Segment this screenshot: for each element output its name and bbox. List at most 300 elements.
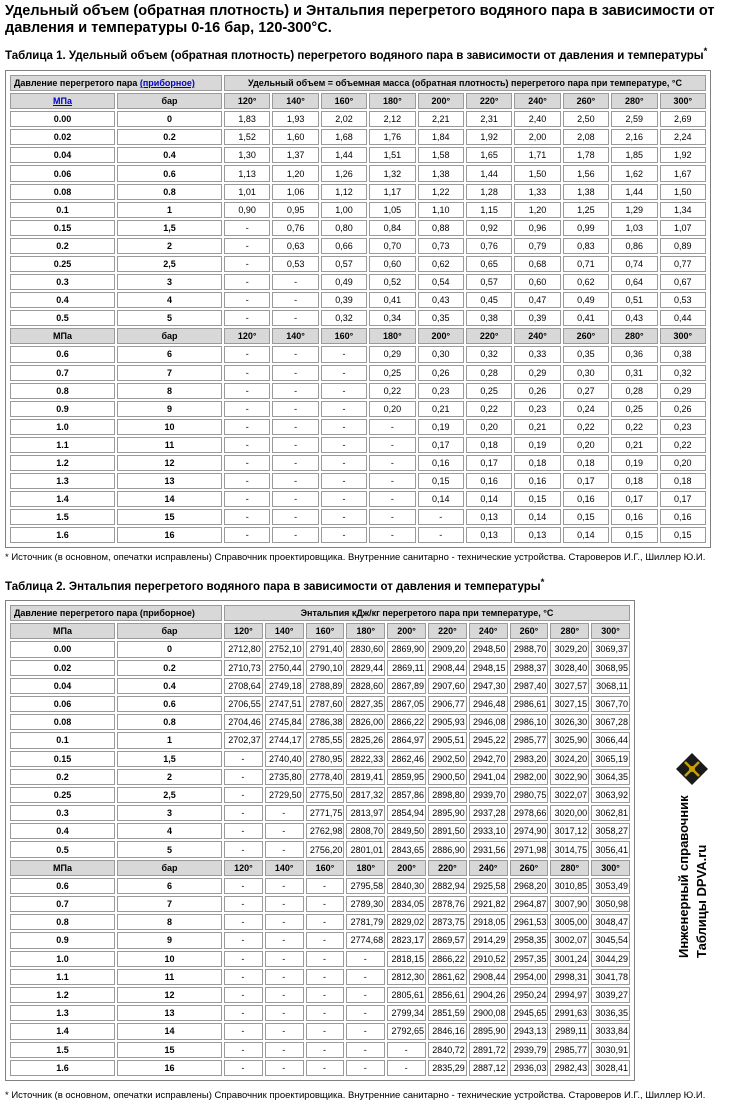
table2-row — [10, 787, 630, 803]
table1-value-cell: 0,39 — [321, 292, 367, 308]
table1-caption — [5, 45, 707, 63]
table1-pressure-bar: 6 — [117, 346, 222, 362]
table1-body — [10, 93, 706, 543]
table1-value-cell: 1,15 — [466, 202, 512, 218]
table1-value-cell: - — [321, 401, 367, 417]
table2-value-cell: 2946,08 — [469, 714, 508, 730]
table1-temp-header: 220° — [466, 328, 512, 344]
table2-value-cell: 2905,93 — [428, 714, 467, 730]
table2-unit-row — [10, 860, 630, 876]
table2-row — [10, 641, 630, 657]
table1-pressure-link[interactable]: (приборное) — [139, 78, 195, 89]
table2-value-cell: 2908,44 — [428, 660, 467, 676]
table2-row — [10, 805, 630, 821]
table2-value-cell: 2908,44 — [469, 969, 508, 985]
table2-value-cell: 2933,10 — [469, 823, 508, 839]
table2-value-cell: 2945,22 — [469, 732, 508, 748]
table2-value-cell: 3068,11 — [591, 678, 630, 694]
table2-value-cell: 2788,89 — [306, 678, 345, 694]
table1-value-cell: 0,13 — [514, 527, 560, 543]
table2-value-cell: 3064,35 — [591, 769, 630, 785]
table2-value-cell: - — [306, 951, 345, 967]
table2-value-cell: 2948,15 — [469, 660, 508, 676]
table2-value-cell: - — [224, 987, 263, 1003]
table1-value-cell: - — [321, 473, 367, 489]
table1-value-cell: 0,16 — [466, 473, 512, 489]
table1-value-cell: - — [224, 509, 270, 525]
table1-value-cell: 0,18 — [660, 473, 706, 489]
table1-value-cell: 0,25 — [611, 401, 657, 417]
table1-temp-header: 160° — [321, 93, 367, 109]
table1-value-cell: 0,66 — [321, 238, 367, 254]
table1-value-cell: 2,59 — [611, 111, 657, 127]
table2-value-cell: 2937,28 — [469, 805, 508, 821]
table2-pressure-mpa: 1.2 — [10, 987, 115, 1003]
table2-value-cell: 2823,17 — [387, 932, 426, 948]
table2-value-cell: 2729,50 — [265, 787, 304, 803]
table1-value-cell: - — [418, 527, 464, 543]
table1-value-cell: - — [224, 455, 270, 471]
table2-value-cell: - — [224, 932, 263, 948]
table2-value-cell: 2946,48 — [469, 696, 508, 712]
table1-value-cell: 0,41 — [369, 292, 415, 308]
table1-value-cell: 1,83 — [224, 111, 270, 127]
table2-value-cell: 2712,80 — [224, 641, 263, 657]
table1-value-cell: 2,31 — [466, 111, 512, 127]
table1-pressure-bar: 5 — [117, 310, 222, 326]
table2-value-cell: - — [224, 878, 263, 894]
table1-pressure-bar: 14 — [117, 491, 222, 507]
table2-value-cell: - — [265, 841, 304, 857]
table2-value-cell: 2835,29 — [428, 1060, 467, 1076]
table1-value-cell: 0,43 — [418, 292, 464, 308]
table2-temp-header: 240° — [469, 860, 508, 876]
table1-value-cell: - — [272, 491, 318, 507]
table2-value-cell: - — [346, 1060, 385, 1076]
table1-value-cell: 1,62 — [611, 165, 657, 181]
table1-value-cell: - — [224, 292, 270, 308]
table2-pressure-bar: 8 — [117, 914, 222, 930]
table1-value-cell: 0,25 — [369, 365, 415, 381]
table2-row — [10, 1023, 630, 1039]
table1-row — [10, 509, 706, 525]
table2-value-cell: - — [306, 969, 345, 985]
table1-value-cell: 0,16 — [514, 473, 560, 489]
table1-pressure-mpa: 0.7 — [10, 365, 115, 381]
table1-value-cell: 0,38 — [660, 346, 706, 362]
table1-value-cell: 0,47 — [514, 292, 560, 308]
table1-value-cell: 0,19 — [514, 437, 560, 453]
table2-temp-header: 260° — [510, 623, 549, 639]
table1-value-cell: 0,83 — [563, 238, 609, 254]
table2-value-cell: - — [224, 1023, 263, 1039]
table1-value-cell: 2,16 — [611, 129, 657, 145]
table1-row — [10, 292, 706, 308]
table1-value-cell: 1,00 — [321, 202, 367, 218]
table1-value-cell: - — [272, 310, 318, 326]
table2-pressure-link: (приборное) — [139, 608, 195, 619]
table2-value-cell: - — [346, 969, 385, 985]
table2-pressure-mpa: 0.6 — [10, 878, 115, 894]
table2-value-cell: 3033,84 — [591, 1023, 630, 1039]
table1-value-cell: 0,13 — [466, 509, 512, 525]
table1-value-cell: 0,53 — [660, 292, 706, 308]
table2-pressure-mpa: 0.7 — [10, 896, 115, 912]
table1-value-cell: 1,50 — [514, 165, 560, 181]
table1-value-cell: - — [321, 509, 367, 525]
table1-value-cell: 0,76 — [272, 220, 318, 236]
table1-temp-header: 180° — [369, 328, 415, 344]
table2-caption — [5, 576, 544, 594]
table2-temp-header: 300° — [591, 860, 630, 876]
table1-value-cell: - — [224, 310, 270, 326]
table1-temp-header: 300° — [660, 328, 706, 344]
table2-row — [10, 896, 630, 912]
table1-value-cell: 1,28 — [466, 184, 512, 200]
table2-value-cell: 2747,51 — [265, 696, 304, 712]
table1-value-cell: 1,26 — [321, 165, 367, 181]
table1-value-cell: 0,17 — [611, 491, 657, 507]
table2-value-cell: 2939,70 — [469, 787, 508, 803]
table2-pressure-bar: 11 — [117, 969, 222, 985]
table1-value-cell: 0,53 — [272, 256, 318, 272]
table2-value-cell: 2986,61 — [510, 696, 549, 712]
table2-pressure-mpa: 0.4 — [10, 823, 115, 839]
table2-pressure-mpa: 1.4 — [10, 1023, 115, 1039]
table2-value-cell: 3050,98 — [591, 896, 630, 912]
table2-pressure-bar: 7 — [117, 896, 222, 912]
table2-pressure-mpa: 1.6 — [10, 1060, 115, 1076]
table2-value-cell: 2902,50 — [428, 751, 467, 767]
table1-temp-header: 200° — [418, 93, 464, 109]
table2-value-cell: 2812,30 — [387, 969, 426, 985]
table2-row — [10, 696, 630, 712]
table1-value-cell: 1,22 — [418, 184, 464, 200]
table2-temp-header: 280° — [550, 623, 589, 639]
table2-pressure-mpa: 1.1 — [10, 969, 115, 985]
table1-value-cell: 1,44 — [611, 184, 657, 200]
table1-value-cell: 0,18 — [514, 455, 560, 471]
table2-value-cell: - — [224, 769, 263, 785]
table1-value-cell: - — [369, 437, 415, 453]
table1-value-cell: 1,68 — [321, 129, 367, 145]
table2-value-cell: 2819,41 — [346, 769, 385, 785]
table2-value-cell: 2774,68 — [346, 932, 385, 948]
table2-temp-header: 120° — [224, 623, 263, 639]
table2-value-cell: 2961,53 — [510, 914, 549, 930]
table2-unit-mpa: МПа — [10, 860, 115, 876]
table2-value-cell: 2867,89 — [387, 678, 426, 694]
table2-unit-row — [10, 623, 630, 639]
table2-value-cell: 2704,46 — [224, 714, 263, 730]
table1-pressure-bar: 12 — [117, 455, 222, 471]
table1-pressure-mpa: 0.04 — [10, 147, 115, 163]
table2-value-cell: 2958,35 — [510, 932, 549, 948]
table1-row — [10, 220, 706, 236]
table2-value-cell: - — [224, 1060, 263, 1076]
table1-value-cell: - — [224, 238, 270, 254]
table2-value-cell: 2925,58 — [469, 878, 508, 894]
table1-value-cell: 0,60 — [514, 274, 560, 290]
table2-value-cell: 2968,20 — [510, 878, 549, 894]
table2-value-cell: 2735,80 — [265, 769, 304, 785]
table1-row — [10, 383, 706, 399]
table1-pressure-mpa: 0.02 — [10, 129, 115, 145]
table2-value-cell: 3036,35 — [591, 1005, 630, 1021]
table1-value-cell: 1,25 — [563, 202, 609, 218]
table1-value-cell: 0,22 — [563, 419, 609, 435]
table2-value-cell: 3026,30 — [550, 714, 589, 730]
table1-row — [10, 202, 706, 218]
table2-pressure-bar: 0 — [117, 641, 222, 657]
table1-row — [10, 419, 706, 435]
table1-pressure-mpa: 0.06 — [10, 165, 115, 181]
table1-value-cell: 0,95 — [272, 202, 318, 218]
table2-value-cell: 2869,57 — [428, 932, 467, 948]
table2-value-cell: 2825,26 — [346, 732, 385, 748]
table2-value-cell: 3022,90 — [550, 769, 589, 785]
table2-pressure-bar: 16 — [117, 1060, 222, 1076]
table1-value-cell: 0,21 — [418, 401, 464, 417]
table2-value-cell: 2982,43 — [550, 1060, 589, 1076]
table2-pressure-mpa: 0.08 — [10, 714, 115, 730]
sidebar-site-name: Таблицы DPVA.ru — [694, 844, 709, 958]
table1-value-cell: 0,17 — [466, 455, 512, 471]
table2-value-cell: - — [224, 805, 263, 821]
table2-value-cell: 2943,13 — [510, 1023, 549, 1039]
table1-pressure-mpa: 0.9 — [10, 401, 115, 417]
table2-value-cell: 2988,70 — [510, 641, 549, 657]
table2-value-cell: 2985,77 — [550, 1042, 589, 1058]
table1-value-cell: 0,76 — [466, 238, 512, 254]
table1-value-cell: 0,16 — [418, 455, 464, 471]
table1-value-cell: 0,26 — [660, 401, 706, 417]
table1-pressure-bar: 4 — [117, 292, 222, 308]
table2-value-cell: - — [306, 1023, 345, 1039]
table2-value-cell: 2954,00 — [510, 969, 549, 985]
table1-pressure-mpa: 0.5 — [10, 310, 115, 326]
table1-value-cell: 0,88 — [418, 220, 464, 236]
table1-value-cell: 1,60 — [272, 129, 318, 145]
table2-value-cell: 2781,79 — [346, 914, 385, 930]
table1-value-cell: 0,24 — [563, 401, 609, 417]
table1-value-cell: 0,29 — [514, 365, 560, 381]
table2-value-cell: 3045,54 — [591, 932, 630, 948]
table2-value-cell: 2947,30 — [469, 678, 508, 694]
table1-row — [10, 165, 706, 181]
table2-value-cell: 2708,64 — [224, 678, 263, 694]
table1-value-cell: 1,44 — [321, 147, 367, 163]
table1-value-cell: 0,62 — [563, 274, 609, 290]
table1-value-cell: 0,21 — [611, 437, 657, 453]
table2-value-cell: - — [306, 878, 345, 894]
table2-value-cell: 2964,87 — [510, 896, 549, 912]
table2-temp-header: 220° — [428, 860, 467, 876]
table1-pressure-mpa: 0.25 — [10, 256, 115, 272]
table2-value-cell: 2740,40 — [265, 751, 304, 767]
table2-value-cell: 2887,12 — [469, 1060, 508, 1076]
table1-row — [10, 129, 706, 145]
table1-value-cell: 0,57 — [466, 274, 512, 290]
table1-unit-row — [10, 328, 706, 344]
table2-pressure-bar: 10 — [117, 951, 222, 967]
table1-value-cell: 0,32 — [466, 346, 512, 362]
table2-row — [10, 751, 630, 767]
table1-value-cell: - — [369, 473, 415, 489]
table2-value-cell: - — [224, 896, 263, 912]
table1-pressure-mpa: 1.4 — [10, 491, 115, 507]
table1-value-cell: - — [272, 437, 318, 453]
table1-value-cell: - — [321, 383, 367, 399]
table2-value-cell: 2744,17 — [265, 732, 304, 748]
table1-value-cell: 0,35 — [563, 346, 609, 362]
table1-value-cell: - — [224, 220, 270, 236]
table2-value-cell: 2869,11 — [387, 660, 426, 676]
table1-value-cell: 1,01 — [224, 184, 270, 200]
table1-unit-mpa[interactable]: МПа — [10, 93, 115, 109]
table1-value-cell: - — [272, 527, 318, 543]
table2-value-cell: 2849,50 — [387, 823, 426, 839]
table2-value-cell: 2799,34 — [387, 1005, 426, 1021]
table2-pressure-mpa: 0.5 — [10, 841, 115, 857]
table2-row — [10, 823, 630, 839]
table1-value-cell: - — [272, 365, 318, 381]
table2-value-cell: - — [265, 932, 304, 948]
table1-value-cell: - — [321, 346, 367, 362]
table2-value-cell: - — [306, 1042, 345, 1058]
table1-value-cell: 2,69 — [660, 111, 706, 127]
table1-temp-header: 220° — [466, 93, 512, 109]
table1-value-cell: 1,65 — [466, 147, 512, 163]
table1-pressure-bar: 9 — [117, 401, 222, 417]
table2-value-cell: 3063,92 — [591, 787, 630, 803]
table1-temp-header: 260° — [563, 328, 609, 344]
table1-temp-header: 160° — [321, 328, 367, 344]
table2-value-cell: 2710,73 — [224, 660, 263, 676]
table2-pressure-mpa: 0.00 — [10, 641, 115, 657]
sidebar-reference-title: Инженерный справочник — [676, 795, 691, 958]
table2-value-cell: 3010,85 — [550, 878, 589, 894]
table1-value-cell: - — [321, 419, 367, 435]
table1-value-cell: 1,93 — [272, 111, 318, 127]
page-title: Удельный объем (обратная плотность) и Энтальпия перегретого водяного пара в зависимости от давления и температуры 0-16 бар, 120-300°C. — [5, 3, 715, 36]
table2-value-cell: 3056,41 — [591, 841, 630, 857]
table1-value-cell: 1,30 — [224, 147, 270, 163]
table1-pressure-bar: 3 — [117, 274, 222, 290]
table2-value-cell: - — [265, 987, 304, 1003]
table1-pressure-bar: 7 — [117, 365, 222, 381]
table1-value-cell: 0,65 — [466, 256, 512, 272]
table2-row — [10, 769, 630, 785]
table1-pressure-bar: 11 — [117, 437, 222, 453]
table1-pressure-mpa: 1.6 — [10, 527, 115, 543]
table1-value-cell: - — [272, 455, 318, 471]
table2-row — [10, 660, 630, 676]
table2-value-cell: - — [306, 1005, 345, 1021]
table1-pressure-mpa: 1.3 — [10, 473, 115, 489]
table1-pressure-mpa: 0.2 — [10, 238, 115, 254]
table1-value-cell: 0,64 — [611, 274, 657, 290]
table1-value-cell: 0,19 — [418, 419, 464, 435]
table2-value-cell: 2939,79 — [510, 1042, 549, 1058]
table1-value-cell: 0,26 — [418, 365, 464, 381]
table1-source-note: * Источник (в основном, опечатки исправлены) Справочник проектировщика. Внутренние санитарно - технические устройства. Староверов И.Г., Шиллер Ю.И. — [5, 552, 706, 563]
table1-value-cell: 0,17 — [418, 437, 464, 453]
table1-value-cell: 1,78 — [563, 147, 609, 163]
dpva-logo-icon — [675, 752, 709, 786]
table1-pressure-bar: 0.2 — [117, 129, 222, 145]
table2-value-cell: 3029,20 — [550, 641, 589, 657]
table1-pressure-bar: 2 — [117, 238, 222, 254]
table1-pressure-bar: 15 — [117, 509, 222, 525]
table1-row — [10, 346, 706, 362]
table1-value-cell: 1,34 — [660, 202, 706, 218]
table1-value-cell: - — [272, 383, 318, 399]
table2-pressure-bar: 15 — [117, 1042, 222, 1058]
table1-value-cell: 0,74 — [611, 256, 657, 272]
table2-value-cell: 3039,27 — [591, 987, 630, 1003]
table1-value-cell: 0,86 — [611, 238, 657, 254]
table1-value-cell: 2,50 — [563, 111, 609, 127]
table2-value-cell: 3007,90 — [550, 896, 589, 912]
table1-row — [10, 527, 706, 543]
table2-temp-header: 200° — [387, 623, 426, 639]
table1-value-cell: 0,15 — [418, 473, 464, 489]
table1-value-cell: 2,08 — [563, 129, 609, 145]
table2-value-cell: 2978,66 — [510, 805, 549, 821]
table2-value-cell: 2971,98 — [510, 841, 549, 857]
table2-pressure-header-text: Давление перегретого пара — [14, 608, 138, 619]
table2-value-cell: 2792,65 — [387, 1023, 426, 1039]
table1-value-cell: 1,85 — [611, 147, 657, 163]
table1-value-cell: 0,90 — [224, 202, 270, 218]
table1-value-cell: 1,33 — [514, 184, 560, 200]
table1-value-cell: 1,84 — [418, 129, 464, 145]
table2-value-cell: 2998,31 — [550, 969, 589, 985]
table2-value-cell: - — [224, 969, 263, 985]
table1-value-cell: 0,35 — [418, 310, 464, 326]
table1-value-cell: 0,49 — [563, 292, 609, 308]
table2-value-cell: 2752,10 — [265, 641, 304, 657]
table2-value-cell: 2771,75 — [306, 805, 345, 821]
table1-temp-header: 260° — [563, 93, 609, 109]
table2-value-cell: 2986,10 — [510, 714, 549, 730]
table1-value-cell: - — [321, 455, 367, 471]
table2-value-cell: 2808,70 — [346, 823, 385, 839]
table2-temp-header: 300° — [591, 623, 630, 639]
table1-value-cell: 0,19 — [611, 455, 657, 471]
table2-pressure-mpa: 0.06 — [10, 696, 115, 712]
table2-value-cell: 3027,57 — [550, 678, 589, 694]
table1-value-cell: 0,20 — [369, 401, 415, 417]
table2-value-cell: 2904,26 — [469, 987, 508, 1003]
table1-row — [10, 184, 706, 200]
table2-value-cell: 3005,00 — [550, 914, 589, 930]
table2-unit-mpa: МПа — [10, 623, 115, 639]
table2-value-cell: 2891,72 — [469, 1042, 508, 1058]
table1-value-cell: 0,60 — [369, 256, 415, 272]
table2-pressure-mpa: 0.04 — [10, 678, 115, 694]
table1-value-cell: - — [321, 527, 367, 543]
table2-value-cell: 3028,41 — [591, 1060, 630, 1076]
table2-row — [10, 932, 630, 948]
table2-pressure-bar: 5 — [117, 841, 222, 857]
table1-value-cell: 0,22 — [660, 437, 706, 453]
table2-value-cell: 2854,94 — [387, 805, 426, 821]
table1-value-cell: - — [272, 274, 318, 290]
table1-value-cell: - — [224, 473, 270, 489]
table1-temp-header: 280° — [611, 328, 657, 344]
